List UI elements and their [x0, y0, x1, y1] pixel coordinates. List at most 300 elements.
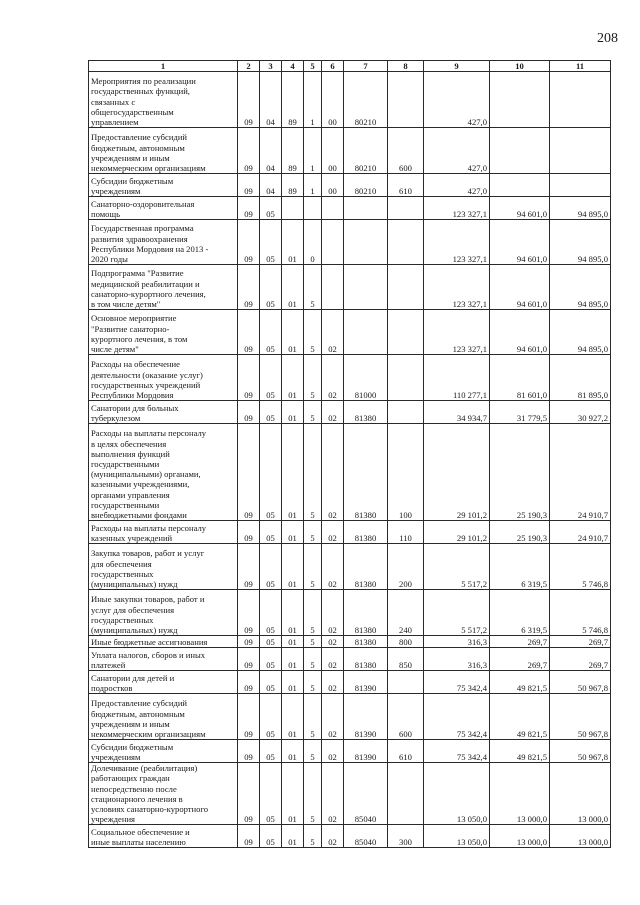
subsection-code: 05 — [260, 355, 282, 401]
column-header: 3 — [260, 61, 282, 72]
row-name-line: выполнения функций — [91, 448, 170, 459]
subprogram-code: 5 — [304, 636, 322, 648]
subprogram-code: 1 — [304, 72, 322, 128]
row-name-line: Санатории для детей и — [91, 672, 175, 683]
event-code: 02 — [322, 401, 344, 424]
subsection-code: 05 — [260, 401, 282, 424]
expense-type-code: 240 — [388, 590, 424, 636]
direction-code: 81390 — [344, 671, 388, 694]
table-row — [89, 265, 611, 310]
column-header: 5 — [304, 61, 322, 72]
table-row — [89, 220, 611, 265]
direction-code: 85040 — [344, 763, 388, 825]
section-code: 09 — [238, 521, 260, 544]
section-code: 09 — [238, 128, 260, 174]
row-name-line: числе детям" — [91, 344, 139, 354]
amount-2016: 94 601,0 — [490, 265, 550, 310]
event-code: 00 — [322, 128, 344, 174]
amount-2016: 81 601,0 — [490, 355, 550, 401]
amount-2015: 75 342,4 — [424, 671, 490, 694]
amount-2017: 94 895,0 — [550, 197, 611, 220]
amount-2015: 316,3 — [424, 636, 490, 648]
table-row — [89, 694, 611, 740]
table-body — [89, 61, 611, 848]
section-code: 09 — [238, 740, 260, 763]
subprogram-code: 5 — [304, 544, 322, 590]
amount-2015: 123 327,1 — [424, 310, 490, 355]
subprogram-code: 5 — [304, 740, 322, 763]
column-header: 9 — [424, 61, 490, 72]
event-code: 02 — [322, 636, 344, 648]
subsection-code: 05 — [260, 763, 282, 825]
amount-2017: 269,7 — [550, 648, 611, 671]
program-code: 01 — [282, 636, 304, 648]
subprogram-code — [304, 197, 322, 220]
row-name-cell — [89, 636, 238, 648]
subprogram-code: 5 — [304, 521, 322, 544]
program-code: 01 — [282, 590, 304, 636]
amount-2017: 94 895,0 — [550, 310, 611, 355]
program-code: 01 — [282, 671, 304, 694]
expense-type-code: 800 — [388, 636, 424, 648]
row-name-line: учреждения — [91, 814, 136, 825]
subsection-code: 05 — [260, 544, 282, 590]
expense-type-code: 200 — [388, 544, 424, 590]
amount-2016: 94 601,0 — [490, 220, 550, 265]
row-name-line: Предоставление субсидий — [91, 132, 188, 143]
row-name-line: Предоставление субсидий — [91, 698, 188, 709]
direction-code: 81380 — [344, 544, 388, 590]
row-name-line: Республики Мордовия на 2013 - — [91, 243, 209, 254]
program-code: 01 — [282, 740, 304, 763]
direction-code: 85040 — [344, 825, 388, 848]
table-row — [89, 671, 611, 694]
row-name-line: деятельности (оказание услуг) — [91, 369, 203, 380]
amount-2017: 94 895,0 — [550, 220, 611, 265]
amount-2017: 30 927,2 — [550, 401, 611, 424]
column-header: 2 — [238, 61, 260, 72]
table-row — [89, 174, 611, 197]
amount-2017 — [550, 174, 611, 197]
row-name-cell — [89, 590, 238, 636]
row-name-cell — [89, 401, 238, 424]
program-code: 01 — [282, 401, 304, 424]
row-name-cell — [89, 544, 238, 590]
event-code: 02 — [322, 544, 344, 590]
amount-2015: 5 517,2 — [424, 544, 490, 590]
expense-type-code — [388, 310, 424, 355]
table-row — [89, 544, 611, 590]
subprogram-code: 5 — [304, 825, 322, 848]
column-header: 1 — [89, 61, 238, 72]
row-name-line: медицинской реабилитации и — [91, 278, 200, 289]
row-name-line: Иные закупки товаров, работ и — [91, 594, 205, 605]
direction-code: 81380 — [344, 636, 388, 648]
amount-2017: 13 000,0 — [550, 825, 611, 848]
row-name-line: 2020 годы — [91, 254, 128, 264]
row-name-cell — [89, 355, 238, 401]
amount-2017 — [550, 72, 611, 128]
row-name-cell — [89, 694, 238, 740]
direction-code — [344, 265, 388, 310]
amount-2015: 316,3 — [424, 648, 490, 671]
amount-2016: 94 601,0 — [490, 197, 550, 220]
program-code: 01 — [282, 310, 304, 355]
section-code: 09 — [238, 197, 260, 220]
row-name-line: (муниципальных) нужд — [91, 579, 178, 589]
expense-type-code — [388, 763, 424, 825]
subsection-code: 04 — [260, 174, 282, 197]
expense-type-code — [388, 265, 424, 310]
row-name-line: казенных учреждений — [91, 533, 173, 543]
event-code: 02 — [322, 310, 344, 355]
subsection-code: 05 — [260, 694, 282, 740]
section-code: 09 — [238, 636, 260, 648]
direction-code: 81380 — [344, 424, 388, 521]
subprogram-code: 1 — [304, 174, 322, 197]
row-name-line: развития здравоохранения — [91, 233, 188, 244]
table-row — [89, 636, 611, 648]
program-code: 01 — [282, 763, 304, 825]
row-name-line: работающих граждан — [91, 773, 170, 784]
row-name-line: санаторно-курортного лечения, — [91, 288, 206, 299]
expense-type-code: 610 — [388, 174, 424, 197]
expense-type-code: 110 — [388, 521, 424, 544]
row-name-line: в том числе детям" — [91, 299, 161, 309]
subsection-code: 05 — [260, 740, 282, 763]
direction-code: 81390 — [344, 694, 388, 740]
row-name-cell — [89, 740, 238, 763]
amount-2015: 13 050,0 — [424, 825, 490, 848]
event-code — [322, 220, 344, 265]
amount-2016: 6 319,5 — [490, 590, 550, 636]
event-code — [322, 265, 344, 310]
row-name-line: Санаторно-оздоровительная — [91, 198, 195, 209]
row-name-line: иные выплаты населению — [91, 837, 186, 848]
expense-type-code: 850 — [388, 648, 424, 671]
row-name-line: для обеспечения — [91, 558, 152, 569]
table-row — [89, 590, 611, 636]
amount-2015: 29 101,2 — [424, 521, 490, 544]
amount-2016: 25 190,3 — [490, 521, 550, 544]
row-name-line: услуг для обеспечения — [91, 604, 175, 615]
expense-type-code: 300 — [388, 825, 424, 848]
table-row — [89, 355, 611, 401]
budget-table — [88, 60, 611, 848]
program-code: 01 — [282, 220, 304, 265]
row-name-line: учреждениям и иным — [91, 152, 170, 163]
amount-2015: 75 342,4 — [424, 740, 490, 763]
table-row — [89, 763, 611, 825]
subsection-code: 05 — [260, 636, 282, 648]
expense-type-code — [388, 197, 424, 220]
expense-type-code — [388, 401, 424, 424]
amount-2016 — [490, 128, 550, 174]
subsection-code: 05 — [260, 310, 282, 355]
direction-code: 80210 — [344, 174, 388, 197]
amount-2016: 269,7 — [490, 636, 550, 648]
subsection-code: 05 — [260, 648, 282, 671]
row-name-line: подростков — [91, 683, 133, 693]
event-code: 00 — [322, 174, 344, 197]
header-row — [89, 61, 611, 72]
subprogram-code: 5 — [304, 763, 322, 825]
program-code: 89 — [282, 72, 304, 128]
row-name-cell — [89, 310, 238, 355]
direction-code: 81000 — [344, 355, 388, 401]
program-code: 01 — [282, 521, 304, 544]
row-name-cell — [89, 265, 238, 310]
program-code: 01 — [282, 355, 304, 401]
table-row — [89, 197, 611, 220]
amount-2015: 123 327,1 — [424, 265, 490, 310]
row-name-cell — [89, 648, 238, 671]
section-code: 09 — [238, 424, 260, 521]
section-code: 09 — [238, 174, 260, 197]
amount-2016: 6 319,5 — [490, 544, 550, 590]
row-name-cell — [89, 72, 238, 128]
row-name-line: курортного лечения, в том — [91, 333, 188, 344]
subprogram-code: 5 — [304, 648, 322, 671]
row-name-line: помощь — [91, 209, 121, 219]
subsection-code: 05 — [260, 220, 282, 265]
row-name-line: Расходы на выплаты персоналу — [91, 428, 207, 439]
section-code: 09 — [238, 648, 260, 671]
amount-2017: 24 910,7 — [550, 521, 611, 544]
column-header: 8 — [388, 61, 424, 72]
subsection-code: 05 — [260, 590, 282, 636]
row-name-line: государственными — [91, 499, 160, 510]
amount-2016 — [490, 174, 550, 197]
direction-code — [344, 220, 388, 265]
section-code: 09 — [238, 401, 260, 424]
row-name-line: (муниципальными) органами, — [91, 469, 201, 480]
subsection-code: 05 — [260, 424, 282, 521]
row-name-line: Санатории для больных — [91, 402, 179, 413]
expense-type-code — [388, 355, 424, 401]
direction-code — [344, 310, 388, 355]
subprogram-code: 5 — [304, 694, 322, 740]
amount-2016 — [490, 72, 550, 128]
section-code: 09 — [238, 355, 260, 401]
row-name-line: управлением — [91, 117, 139, 127]
amount-2016: 94 601,0 — [490, 310, 550, 355]
subprogram-code: 5 — [304, 265, 322, 310]
direction-code: 80210 — [344, 128, 388, 174]
direction-code: 81380 — [344, 521, 388, 544]
subsection-code: 05 — [260, 825, 282, 848]
amount-2016: 31 779,5 — [490, 401, 550, 424]
row-name-cell — [89, 128, 238, 174]
subprogram-code: 5 — [304, 590, 322, 636]
event-code: 02 — [322, 825, 344, 848]
event-code: 02 — [322, 590, 344, 636]
amount-2016: 269,7 — [490, 648, 550, 671]
subsection-code: 04 — [260, 72, 282, 128]
expense-type-code: 610 — [388, 740, 424, 763]
row-name-line: общегосударственным — [91, 106, 174, 117]
amount-2016: 49 821,5 — [490, 740, 550, 763]
row-name-line: непосредственно после — [91, 783, 177, 794]
row-name-cell — [89, 671, 238, 694]
section-code: 09 — [238, 310, 260, 355]
amount-2017: 50 967,8 — [550, 740, 611, 763]
section-code: 09 — [238, 220, 260, 265]
row-name-line: некоммерческим организациям — [91, 729, 206, 739]
program-code: 01 — [282, 544, 304, 590]
table-row — [89, 310, 611, 355]
amount-2016: 25 190,3 — [490, 424, 550, 521]
table-row — [89, 648, 611, 671]
direction-code: 81390 — [344, 740, 388, 763]
amount-2017: 5 746,8 — [550, 590, 611, 636]
subsection-code: 05 — [260, 197, 282, 220]
row-name-line: Закупка товаров, работ и услуг — [91, 548, 205, 559]
amount-2017: 24 910,7 — [550, 424, 611, 521]
table-row — [89, 72, 611, 128]
row-name-line: внебюджетными фондами — [91, 510, 187, 520]
subprogram-code: 0 — [304, 220, 322, 265]
row-name-line: стационарного лечения в — [91, 793, 183, 804]
row-name-line: (муниципальных) нужд — [91, 625, 178, 635]
row-name-line: государственных — [91, 568, 154, 579]
table-row — [89, 128, 611, 174]
table-row — [89, 825, 611, 848]
section-code: 09 — [238, 544, 260, 590]
row-name-line: Социальное обеспечение и — [91, 827, 190, 838]
row-name-line: Мероприятия по реализации — [91, 76, 196, 87]
subsection-code: 05 — [260, 671, 282, 694]
expense-type-code: 600 — [388, 128, 424, 174]
subprogram-code: 5 — [304, 401, 322, 424]
row-name-line: казенными учреждениями, — [91, 479, 190, 490]
row-name-line: условиях санаторно-курортного — [91, 804, 209, 815]
subsection-code: 05 — [260, 521, 282, 544]
subsection-code: 05 — [260, 265, 282, 310]
amount-2015: 427,0 — [424, 72, 490, 128]
amount-2015: 427,0 — [424, 128, 490, 174]
event-code: 00 — [322, 72, 344, 128]
expense-type-code — [388, 220, 424, 265]
row-name-cell — [89, 424, 238, 521]
event-code: 02 — [322, 763, 344, 825]
amount-2015: 123 327,1 — [424, 197, 490, 220]
column-header: 11 — [550, 61, 611, 72]
subprogram-code: 1 — [304, 128, 322, 174]
amount-2015: 34 934,7 — [424, 401, 490, 424]
direction-code: 80210 — [344, 72, 388, 128]
program-code — [282, 197, 304, 220]
row-name-line: органами управления — [91, 489, 170, 500]
event-code: 02 — [322, 648, 344, 671]
row-name-line: Расходы на обеспечение — [91, 359, 180, 370]
amount-2017: 13 000,0 — [550, 763, 611, 825]
row-name-line: связанных с — [91, 96, 136, 107]
row-name-line: Субсидии бюджетным — [91, 175, 174, 186]
row-name-line: Республики Мордовия — [91, 390, 174, 400]
amount-2015: 29 101,2 — [424, 424, 490, 521]
amount-2015: 5 517,2 — [424, 590, 490, 636]
row-name-line: Расходы на выплаты персоналу — [91, 522, 207, 533]
section-code: 09 — [238, 590, 260, 636]
row-name-cell — [89, 521, 238, 544]
event-code — [322, 197, 344, 220]
program-code: 01 — [282, 694, 304, 740]
table-row — [89, 401, 611, 424]
row-name-line: Субсидии бюджетным — [91, 741, 174, 752]
amount-2015: 75 342,4 — [424, 694, 490, 740]
amount-2015: 123 327,1 — [424, 220, 490, 265]
row-name-line: бюджетным, автономным — [91, 708, 185, 719]
table-row — [89, 424, 611, 521]
section-code: 09 — [238, 694, 260, 740]
amount-2015: 13 050,0 — [424, 763, 490, 825]
section-code: 09 — [238, 763, 260, 825]
program-code: 01 — [282, 825, 304, 848]
subprogram-code: 5 — [304, 424, 322, 521]
row-name-line: Уплата налогов, сборов и иных — [91, 649, 206, 660]
event-code: 02 — [322, 521, 344, 544]
column-header: 7 — [344, 61, 388, 72]
expense-type-code: 100 — [388, 424, 424, 521]
column-header: 10 — [490, 61, 550, 72]
expense-type-code — [388, 72, 424, 128]
row-name-line: некоммерческим организациям — [91, 163, 206, 173]
event-code: 02 — [322, 671, 344, 694]
row-name-line: Подпрограмма "Развитие — [91, 268, 184, 279]
amount-2017 — [550, 128, 611, 174]
amount-2017: 50 967,8 — [550, 694, 611, 740]
column-header: 6 — [322, 61, 344, 72]
direction-code: 81380 — [344, 648, 388, 671]
amount-2015: 110 277,1 — [424, 355, 490, 401]
row-name-cell — [89, 825, 238, 848]
row-name-cell — [89, 763, 238, 825]
program-code: 01 — [282, 265, 304, 310]
row-name-cell — [89, 220, 238, 265]
amount-2016: 13 000,0 — [490, 763, 550, 825]
subprogram-code: 5 — [304, 355, 322, 401]
amount-2017: 81 895,0 — [550, 355, 611, 401]
row-name-line: учреждениям — [91, 186, 141, 196]
row-name-line: Долечивание (реабилитация) — [91, 763, 198, 774]
table-row — [89, 740, 611, 763]
subsection-code: 04 — [260, 128, 282, 174]
amount-2017: 94 895,0 — [550, 265, 611, 310]
subprogram-code: 5 — [304, 310, 322, 355]
direction-code: 81380 — [344, 590, 388, 636]
row-name-line: Иные бюджетные ассигнования — [91, 637, 208, 647]
event-code: 02 — [322, 740, 344, 763]
row-name-line: государственных функций, — [91, 86, 190, 97]
column-header: 4 — [282, 61, 304, 72]
row-name-line: учреждениям — [91, 752, 141, 762]
program-code: 01 — [282, 424, 304, 521]
program-code: 89 — [282, 128, 304, 174]
program-code: 89 — [282, 174, 304, 197]
row-name-line: Государственная программа — [91, 223, 194, 234]
amount-2016: 13 000,0 — [490, 825, 550, 848]
section-code: 09 — [238, 72, 260, 128]
direction-code — [344, 197, 388, 220]
event-code: 02 — [322, 694, 344, 740]
expense-type-code: 600 — [388, 694, 424, 740]
row-name-line: государственных учреждений — [91, 379, 201, 390]
row-name-cell — [89, 174, 238, 197]
amount-2016: 49 821,5 — [490, 671, 550, 694]
direction-code: 81380 — [344, 401, 388, 424]
amount-2017: 5 746,8 — [550, 544, 611, 590]
